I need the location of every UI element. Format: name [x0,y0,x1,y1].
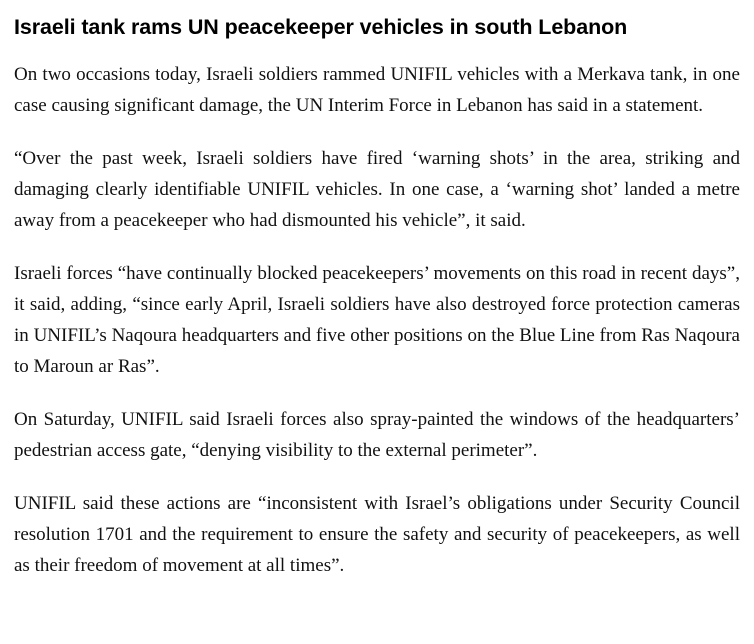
article-paragraph: “Over the past week, Israeli soldiers have fired ‘warning shots’ in the area, striking and damaging clearly identifiable UNIFIL vehicles. In one case, a ‘warning shot’ landed a metre away from a peacekeeper who had dismounted his vehicle”, it said. [14,147,740,231]
page-title: Israeli tank rams UN peacekeeper vehicles in south Lebanon [14,15,628,39]
article-paragraph: On two occasions today, Israeli soldiers rammed UNIFIL vehicles with a Merkava tank, in one case causing significant damage, the UN Interim Force in Lebanon has said in a statement. [14,63,740,116]
article-paragraph: UNIFIL said these actions are “inconsistent with Israel’s obligations under Security Council resolution 1701 and the requirement to ensure the safety and security of peacekeepers, as well as their freedom of movement at all times”. [14,492,740,576]
article-paragraph: Israeli forces “have continually blocked peacekeepers’ movements on this road in recent days”, it said, adding, “since early April, Israeli soldiers have also destroyed force protection cameras in UNIFIL’s Naqoura headquarters and five other positions on the Blue Line from Ras Naqoura to Maroun ar Ras”. [14,262,740,377]
article-paragraph: On Saturday, UNIFIL said Israeli forces also spray-painted the windows of the headquarters’ pedestrian access gate, “denying visibility to the external perimeter”. [14,408,740,461]
